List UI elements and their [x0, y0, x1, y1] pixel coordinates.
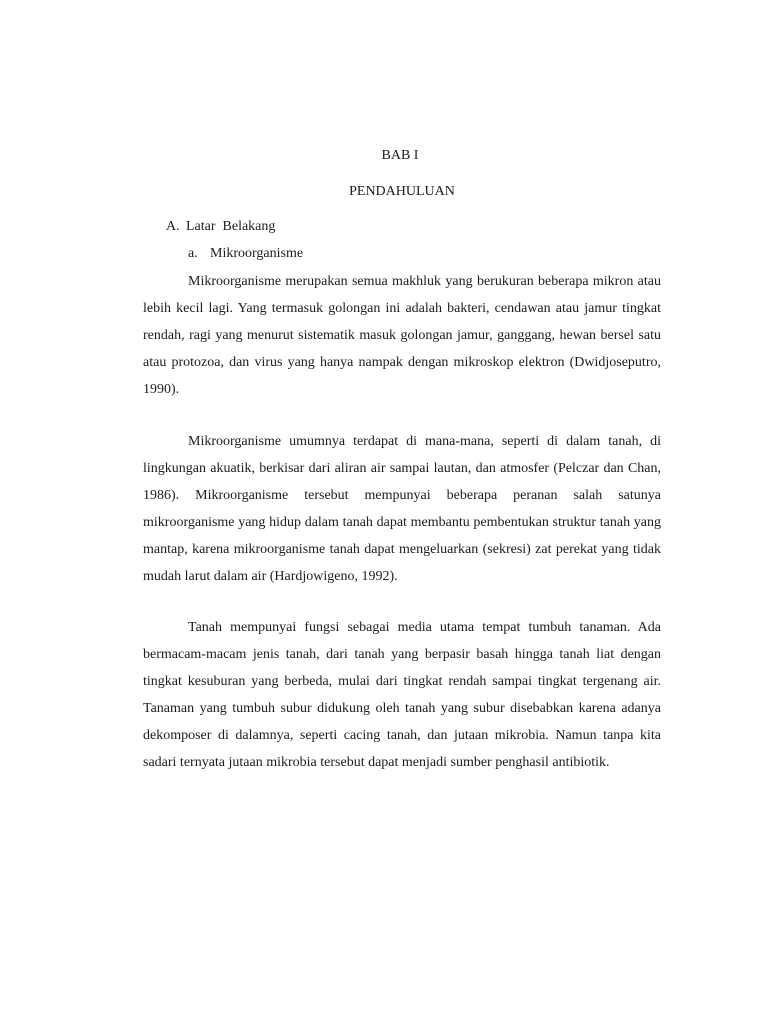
paragraph-tanah-function: Tanah mempunyai fungsi sebagai media utama tempat tumbuh tanaman. Ada bermacam-macam jenis tanah, dari tanah yang berpasir basah hingga tanah liat dengan tingkat kesuburan yang berbeda, mulai dari tingkat rendah sampai tingkat tergenang air. Tanaman yang tumbuh subur didukung oleh tanah yang subur disebabkan karena adanya dekomposer di dalamnya, seperti cacing tanah, dan jutaan mikrobia. Namun tanpa kita sadari ternyata jutaan mikrobia tersebut dapat menjadi sumber penghasil antibiotik. — [143, 620, 661, 770]
subsection-title: Mikroorganisme — [210, 246, 304, 261]
section-title: Latar Belakang — [186, 219, 276, 234]
paragraph-mikroorganisme-habitat: Mikroorganisme umumnya terdapat di mana-mana, seperti di dalam tanah, di lingkungan akuatik, berkisar dari aliran air sampai lautan, dan atmosfer (Pelczar dan Chan, 1986). Mikroorganisme tersebut mempunyai beberapa peranan salah satunya mikroorganisme yang hidup dalam tanah dapat membantu pembentukan struktur tanah yang mantap, karena mikroorganisme tanah dapat mengeluarkan (sekresi) zat perekat yang tidak mudah larut dalam air (Hardjowigeno, 1992). — [143, 434, 661, 584]
section-heading — [166, 217, 275, 237]
section-marker: A. — [166, 219, 180, 234]
chapter-title: PENDAHULUAN — [349, 184, 455, 199]
paragraph-mikroorganisme-definition: Mikroorganisme merupakan semua makhluk yang berukuran beberapa mikron atau lebih kecil lagi. Yang termasuk golongan ini adalah bakteri, cendawan atau jamur tingkat rendah, ragi yang menurut sistematik masuk golongan jamur, ganggang, hewan bersel satu atau protozoa, dan virus yang hanya nampak dengan mikroskop elektron (Dwidjoseputro, 1990). — [143, 274, 661, 397]
chapter-number: BAB I — [381, 148, 419, 163]
subsection-heading — [188, 244, 303, 264]
subsection-marker: a. — [188, 246, 198, 261]
